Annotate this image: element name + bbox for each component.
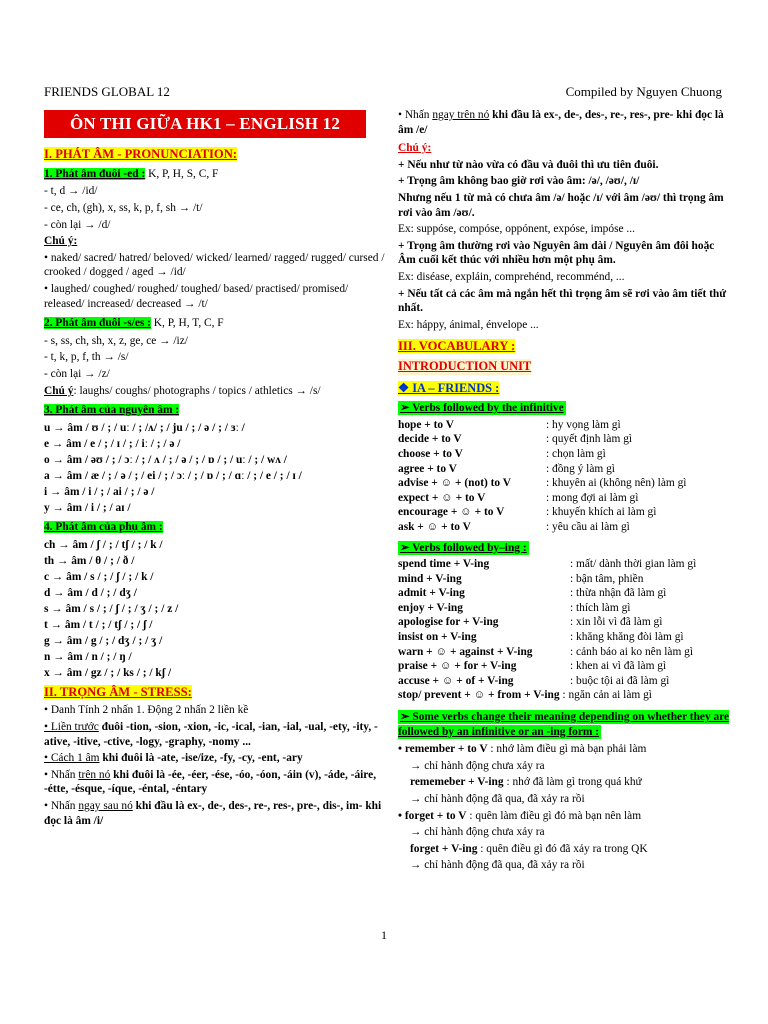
list-item: encourage + ☺ + to V : khuyến khích ai làm gì	[398, 506, 657, 519]
stress-bullet-1: • Danh Tính 2 nhấn 1. Động 2 nhấn 2 liền kề	[44, 704, 249, 717]
ed-bullet-2: • laughed/ coughed/ roughed/ toughed/ based/ practised/ promised/ released/ increased/ decreased → /t/	[44, 283, 349, 310]
stress-note-2: + Trọng âm không bao giờ rơi vào âm: /ə/, /əʊ/, /ɪ/	[398, 175, 640, 188]
list-item: mind + V-ing : bận tâm, phiền	[398, 572, 644, 585]
cons-ch: ch → âm / ʃ / ; / tʃ / ; / k /	[44, 538, 163, 551]
stress-bullet-3: • Cách 1 âm khi đuôi là -ate, -ise/ize, -fy, -cy, -ent, -ary	[44, 752, 303, 765]
list-item: • remember + to V : nhớ làm điều gì mà bạn phải làm	[398, 743, 647, 756]
cons-t: t → âm / t / ; / tʃ / ; / ʃ /	[44, 618, 153, 631]
header-right: Compiled by Nguyen Chuong	[565, 84, 722, 99]
ed-heading: 1. Phát âm đuôi -ed : K, P, H, S, C, F	[44, 167, 219, 180]
cons-n: n → âm / n / ; / ŋ /	[44, 650, 132, 663]
list-item: decide + to V : quyết định làm gì	[398, 433, 633, 446]
list-item: hope + to V : hy vọng làm gì	[398, 418, 621, 431]
list-item: forget + V-ing : quên điều gì đó đã xảy ra trong QK	[410, 842, 648, 855]
header-left: FRIENDS GLOBAL 12	[44, 84, 170, 99]
s-note: Chú ý: laughs/ coughs/ photographs / topics / athletics → /s/	[44, 384, 321, 397]
cons-s: s → âm / s / ; / ʃ / ; / ʒ / ; / z /	[44, 602, 179, 615]
vowel-a: a → âm / æ / ; / ə / ; / ei / ; / ɔː / ; / ɒ / ; / ɑː / ; / e / ; / ɪ /	[44, 469, 302, 482]
cons-g: g → âm / g / ; / dʒ / ; / ʒ /	[44, 634, 163, 647]
list-item: → chỉ hành động đã qua, đã xảy ra rồi	[410, 793, 585, 806]
list-item: praise + ☺ + for + V-ing : khen ai vì đã làm gì	[398, 660, 667, 673]
list-item: advise + ☺ + (not) to V : khuyên ai (không nên) làm gì	[398, 477, 687, 490]
list-item: insist on + V-ing : khăng khăng đòi làm gì	[398, 631, 684, 644]
ed-line-3: - còn lại → /d/	[44, 218, 111, 231]
list-item: enjoy + V-ing : thích làm gì	[398, 601, 631, 614]
stress-note-4: + Trọng âm thường rơi vào Nguyên âm dài / Nguyên âm đôi hoặc Âm cuối kết thúc với nhiều hơn một phụ âm.	[398, 239, 715, 267]
stress-note-1: + Nếu như từ nào vừa có đầu và đuôi thì ưu tiên đuôi.	[398, 158, 659, 171]
infinitive-list	[398, 418, 734, 535]
ia-heading: ❖ IA – FRIENDS :	[398, 381, 500, 396]
page-number: 1	[381, 928, 387, 942]
vowel-list	[44, 421, 390, 516]
stress-bullet-5: • Nhấn ngay sau nó khi đầu là ex-, de-, des-, re-, res-, pre-, dis-, im- khi đọc là âm /i/	[44, 800, 382, 827]
list-item: admit + V-ing : thừa nhận đã làm gì	[398, 587, 667, 600]
left-column	[44, 110, 390, 830]
right-column	[398, 108, 734, 875]
vowel-y: y → âm / i / ; / aɪ /	[44, 501, 131, 514]
consonant-heading: 4. Phát âm của phụ âm :	[44, 521, 163, 534]
stress-note-5: + Nếu tất cả các âm mà ngắn hết thì trọng âm sẽ rơi vào âm tiết thứ nhất.	[398, 287, 727, 315]
list-item: warn + ☺ + against + V-ing : cảnh báo ai ko nên làm gì	[398, 645, 694, 658]
list-item: spend time + V-ing : mất/ dành thời gian làm gì	[398, 558, 697, 571]
list-item: stop/ prevent + ☺ + from + V-ing : ngăn cản ai làm gì	[398, 689, 652, 702]
ing-list	[398, 557, 734, 703]
list-item: agree + to V : đồng ý làm gì	[398, 462, 615, 475]
ed-line-1: - t, d → /id/	[44, 185, 98, 198]
s-line-2: - t, k, p, f, th → /s/	[44, 351, 129, 364]
s-heading: 2. Phát âm đuôi -s/es : K, P, H, T, C, F	[44, 317, 224, 330]
list-item: → chỉ hành động chưa xảy ra	[410, 826, 545, 839]
cons-d: d → âm / d / ; / dʒ /	[44, 586, 137, 599]
s-line-1: - s, ss, ch, sh, x, z, ge, ce → /iz/	[44, 334, 188, 347]
stress-note-3: Nhưng nếu 1 từ mà có chưa âm /ə/ hoặc /ɪ/ với âm /əʊ/ thì trọng âm rơi vào âm /əʊ/.	[398, 191, 724, 219]
cons-x: x → âm / gz / ; / ks / ; / kʃ /	[44, 666, 172, 679]
page-title: ÔN THI GIỮA HK1 – ENGLISH 12	[44, 110, 366, 138]
list-item: • forget + to V : quên làm điều gì đó mà bạn nên làm	[398, 809, 642, 822]
s-line-3: - còn lại → /z/	[44, 367, 110, 380]
list-item: ask + ☺ + to V : yêu cầu ai làm gì	[398, 520, 630, 533]
consonant-list	[44, 538, 390, 680]
unit-heading: INTRODUCTION UNIT	[398, 359, 532, 374]
stress-bullet-6: • Nhấn ngay trên nó khi đầu là ex-, de-, des-, re-, res-, pre- khi đọc là âm /e/	[398, 109, 724, 136]
vowel-heading: 3. Phát âm của nguyên âm :	[44, 404, 180, 417]
vowel-u: u → âm / ʊ / ; / uː / ; /ʌ/ ; / ju / ; / ə / ; / ɜː /	[44, 421, 245, 434]
stress-example-1: Ex: suppóse, compóse, oppónent, expóse, impóse ...	[398, 223, 635, 236]
change-meaning-heading: ➢ Some verbs change their meaning depending on whether they are followed by an infinitive or an -ing form :	[398, 711, 730, 738]
cons-c: c → âm / s / ; / ʃ / ; / k /	[44, 570, 154, 583]
section-stress-heading: II. TRỌNG ÂM - STRESS:	[44, 685, 192, 700]
vowel-e: e → âm / e / ; / ɪ / ; / iː / ; / ə /	[44, 437, 181, 450]
list-item: expect + ☺ + to V : mong đợi ai làm gì	[398, 491, 639, 504]
list-item: accuse + ☺ + of + V-ing : buộc tội ai đã làm gì	[398, 674, 670, 687]
list-item: choose + to V : chọn làm gì	[398, 447, 606, 460]
list-item: → chỉ hành động chưa xảy ra	[410, 759, 545, 772]
section-vocabulary-heading: III. VOCABULARY :	[398, 339, 516, 354]
stress-bullet-2: • Liền trước đuôi -tion, -sion, -xion, -ic, -ical, -ian, -ial, -ual, -ety, -ity, -ative, -itive, -ctive, -logy, -graphy, -nomy ...	[44, 721, 378, 748]
ed-line-2: - ce, ch, (gh), x, ss, k, p, f, sh → /t/	[44, 202, 203, 215]
vowel-i: i → âm / i / ; / ai / ; / ə /	[44, 485, 155, 498]
stress-example-2: Ex: diséase, expláin, comprehénd, recomménd, ...	[398, 270, 625, 283]
ing-heading: ➢ Verbs followed by–ing :	[400, 541, 527, 554]
change-meaning-list	[398, 742, 734, 873]
stress-note: Chú ý:	[398, 142, 432, 155]
list-item: → chỉ hành động đã qua, đã xảy ra rồi	[410, 859, 585, 872]
ed-bullet-1: • naked/ sacred/ hatred/ beloved/ wicked/ learned/ ragged/ rugged/ cursed / crooked / dogged / aged → /id/	[44, 251, 385, 279]
cons-th: th → âm / θ / ; / ð /	[44, 554, 135, 567]
stress-example-3: Ex: háppy, ánimal, énvelope ...	[398, 318, 539, 331]
ed-note: Chú ý:	[44, 235, 78, 248]
vowel-o: o → âm / əʊ / ; / ɔː / ; / ʌ / ; / ə / ; / ɒ / ; / uː / ; / wʌ /	[44, 453, 287, 466]
stress-bullet-4: • Nhấn trên nó khi đuôi là -ée, -éer, -ése, -óo, -óon, -áin (v), -áde, -áire, -étte, -ésque, -íque, -éntal, -éntary	[44, 768, 377, 796]
list-item: rememeber + V-ing : nhớ đã làm gì trong quá khứ	[410, 776, 642, 789]
infinitive-heading: ➢ Verbs followed by the infinitive	[400, 402, 564, 415]
list-item: apologise for + V-ing : xin lỗi vì đã làm gì	[398, 616, 663, 629]
section-pronunciation-heading: I. PHÁT ÂM - PRONUNCIATION:	[44, 146, 237, 161]
